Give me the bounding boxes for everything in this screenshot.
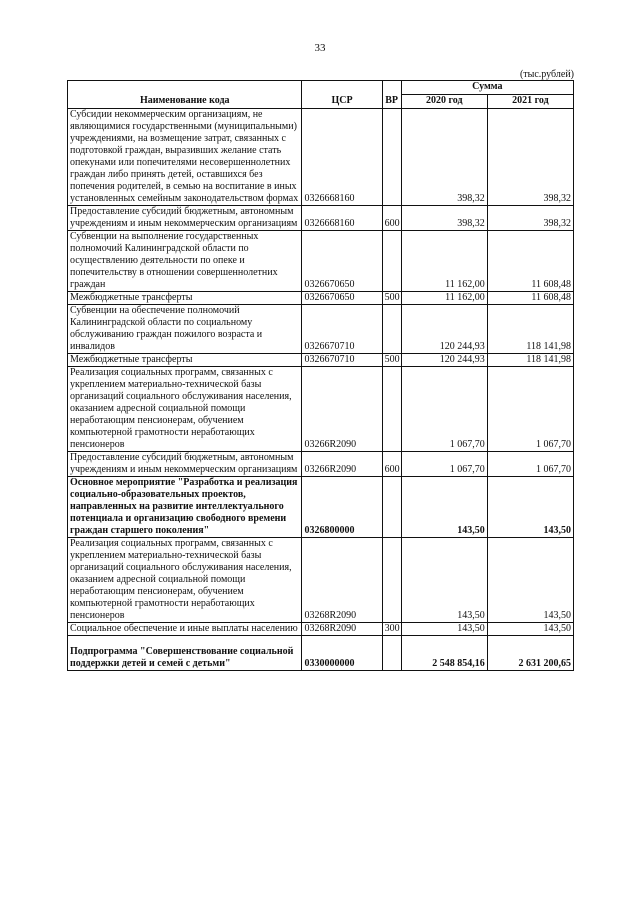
row-sum-2020: 120 244,93	[401, 354, 487, 367]
header-csr: ЦСР	[302, 81, 382, 109]
row-name: Социальное обеспечение и иные выплаты населению	[68, 623, 302, 636]
row-name: Межбюджетные трансферты	[68, 292, 302, 305]
row-sum-2020: 143,50	[401, 477, 487, 538]
row-vr-code	[382, 231, 401, 292]
row-vr-code	[382, 305, 401, 354]
table-row	[68, 305, 574, 354]
row-csr-code: 03266R2090	[302, 367, 382, 452]
row-sum-2020: 1 067,70	[401, 367, 487, 452]
row-name: Реализация социальных программ, связанных с укреплением материально-технической базы организаций социального обслуживания населения, оказанием адресной социальной помощи неработающим пенсионерам, обучением компьютерной грамотности неработающих пенсионеров	[68, 367, 302, 452]
row-sum-2021: 118 141,98	[487, 305, 573, 354]
row-sum-2021: 11 608,48	[487, 292, 573, 305]
row-vr-code	[382, 109, 401, 206]
row-sum-2020: 143,50	[401, 538, 487, 623]
row-vr-code: 500	[382, 354, 401, 367]
row-sum-2020: 120 244,93	[401, 305, 487, 354]
row-csr-code: 0330000000	[302, 636, 382, 671]
row-vr-code	[382, 636, 401, 671]
row-sum-2020: 143,50	[401, 623, 487, 636]
row-vr-code	[382, 477, 401, 538]
row-sum-2021: 143,50	[487, 623, 573, 636]
page-number: 33	[314, 42, 326, 54]
row-csr-code: 0326668160	[302, 206, 382, 231]
row-sum-2021: 118 141,98	[487, 354, 573, 367]
table-row	[68, 109, 574, 206]
row-csr-code: 03266R2090	[302, 452, 382, 477]
row-sum-2020: 2 548 854,16	[401, 636, 487, 671]
header-vr: ВР	[382, 81, 401, 109]
row-sum-2020: 398,32	[401, 109, 487, 206]
row-sum-2021: 2 631 200,65	[487, 636, 573, 671]
row-sum-2020: 11 162,00	[401, 231, 487, 292]
row-csr-code: 0326668160	[302, 109, 382, 206]
row-sum-2021: 143,50	[487, 477, 573, 538]
row-csr-code: 0326670710	[302, 305, 382, 354]
row-vr-code: 600	[382, 206, 401, 231]
table-row	[68, 636, 574, 671]
row-sum-2020: 11 162,00	[401, 292, 487, 305]
table-row	[68, 206, 574, 231]
header-year-2020: 2020 год	[401, 95, 487, 109]
row-vr-code	[382, 538, 401, 623]
table-body	[68, 109, 574, 671]
header-name: Наименование кода	[68, 81, 302, 109]
units-label: (тыс.рублей)	[519, 69, 574, 80]
row-sum-2021: 1 067,70	[487, 452, 573, 477]
row-name: Предоставление субсидий бюджетным, автономным учреждениям и иным некоммерческим организациям	[68, 206, 302, 231]
row-name: Предоставление субсидий бюджетным, автономным учреждениям и иным некоммерческим организациям	[68, 452, 302, 477]
header-sum: Сумма	[401, 81, 573, 95]
row-vr-code: 500	[382, 292, 401, 305]
table-row	[68, 623, 574, 636]
row-sum-2020: 1 067,70	[401, 452, 487, 477]
row-vr-code: 600	[382, 452, 401, 477]
row-vr-code	[382, 367, 401, 452]
budget-table	[67, 80, 574, 671]
row-csr-code: 0326670710	[302, 354, 382, 367]
row-csr-code: 0326800000	[302, 477, 382, 538]
row-vr-code: 300	[382, 623, 401, 636]
row-name: Субвенции на обеспечение полномочий Калининградской области по социальному обслуживанию граждан пожилого возраста и инвалидов	[68, 305, 302, 354]
row-name: Реализация социальных программ, связанных с укреплением материально-технической базы организаций социального обслуживания населения, оказанием адресной социальной помощи неработающим пенсионерам, обучением компьютерной грамотности неработающих пенсионеров	[68, 538, 302, 623]
row-name: Межбюджетные трансферты	[68, 354, 302, 367]
row-name: Подпрограмма "Совершенствование социальной поддержки детей и семей с детьми"	[68, 636, 302, 671]
table-row	[68, 292, 574, 305]
row-sum-2021: 398,32	[487, 109, 573, 206]
row-sum-2021: 143,50	[487, 538, 573, 623]
table-row	[68, 231, 574, 292]
header-year-2021: 2021 год	[487, 95, 573, 109]
row-csr-code: 03268R2090	[302, 538, 382, 623]
row-name: Субвенции на выполнение государственных полномочий Калининградской области по осуществлению деятельности по опеке и попечительству в отношении совершеннолетних граждан	[68, 231, 302, 292]
row-sum-2021: 11 608,48	[487, 231, 573, 292]
row-sum-2021: 398,32	[487, 206, 573, 231]
table-row	[68, 538, 574, 623]
table-row	[68, 367, 574, 452]
row-csr-code: 03268R2090	[302, 623, 382, 636]
row-name: Основное мероприятие "Разработка и реализация социально-образовательных проектов, направленных на развитие интеллектуального потенциала и организацию свободного времени граждан старшего поколения"	[68, 477, 302, 538]
row-csr-code: 0326670650	[302, 231, 382, 292]
table-row	[68, 452, 574, 477]
table-row	[68, 354, 574, 367]
row-sum-2021: 1 067,70	[487, 367, 573, 452]
row-sum-2020: 398,32	[401, 206, 487, 231]
table-row	[68, 477, 574, 538]
row-name: Субсидии некоммерческим организациям, не являющимися государственными (муниципальными) учреждениями, на возмещение затрат, связанных с подготовкой граждан, выразивших желание стать опекунами или попечителями несовершеннолетних граждан либо принять детей, оставшихся без попечения родителей, в семью на воспитание в иных установленных семейным законодательством формах	[68, 109, 302, 206]
row-csr-code: 0326670650	[302, 292, 382, 305]
